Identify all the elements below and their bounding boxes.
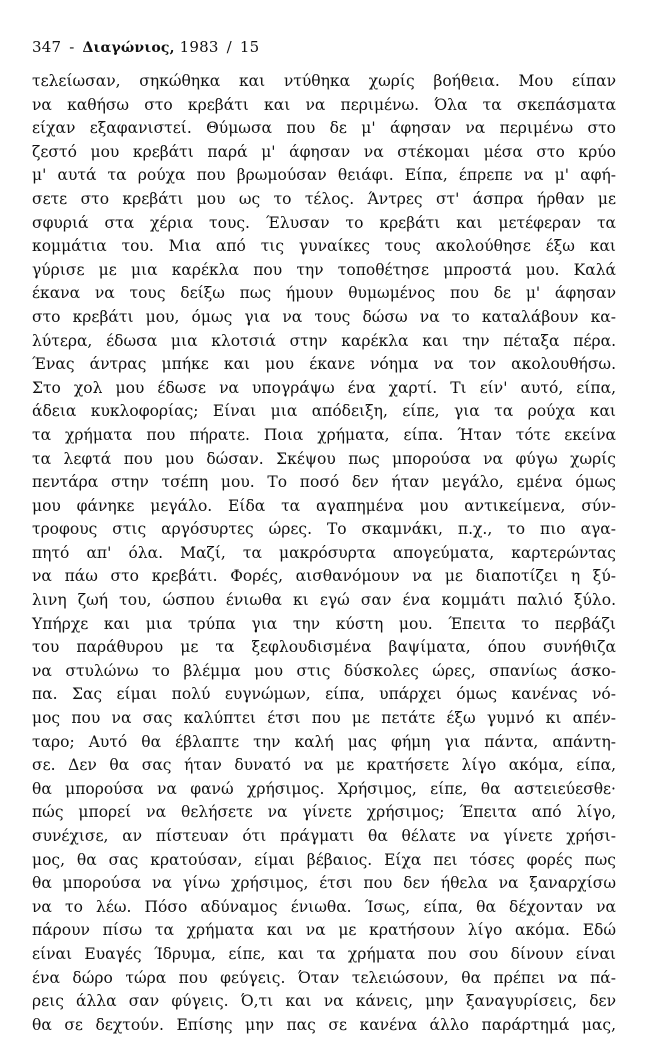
journal-issue: 15	[239, 38, 260, 56]
text-line: είχαν εξαφανιστεί. Θύμωσα που δε μ' άφησαν να περιμένω στο	[32, 119, 616, 138]
text-line: συνέχισε, αν πίστευαν ότι πράγματι θα θέλατε να γίνετε χρήσι-	[32, 827, 616, 845]
text-line: άδεια κυκλοφορίας; Είναι μια απόδειξη, είπε, για τα ρούχα και	[32, 402, 616, 421]
running-header	[32, 38, 259, 56]
text-line: ένα δώρο τώρα που φεύγεις. Όταν τελειώσουν, θα πρέπει να πά-	[32, 968, 616, 987]
text-line: μος, θα σας κρατούσαν, είμαι βέβαιος. Είχα πει τόσες φορές πως	[32, 850, 616, 869]
text-line: σετε στο κρεβάτι μου ως το τέλος. Άντρες στ' άσπρα ήρθαν με	[32, 189, 616, 208]
text-line: τελείωσαν, σηκώθηκα και ντύθηκα χωρίς βοήθεια. Μου είπαν	[32, 72, 616, 90]
text-line: να πάω στο κρεβάτι. Φορές, αισθανόμουν να με διαποτίζει η ξύ-	[32, 567, 616, 586]
text-line: του παράθυρου με τα ξεφλουδισμένα βαψίματα, όπου συνήθιζα	[32, 638, 616, 657]
text-line: πα. Σας είμαι πολύ ευγνώμων, είπα, υπάρχει όμως κανένας νό-	[32, 685, 616, 704]
text-line: τροφους στις αργόσυρτες ώρες. Το σκαμνάκι, π.χ., το πιο αγα-	[32, 520, 616, 539]
text-line: μ' αυτά τα ρούχα που βρωμούσαν θειάφι. Είπα, έπρεπε να μ' αφή-	[32, 166, 616, 185]
text-line: πάρουν πίσω τα χρήματα και να με κρατήσουν λίγο ακόμα. Εδώ	[32, 921, 616, 940]
text-line: τα χρήματα που πήρατε. Ποια χρήματα, είπα. Ήταν τότε εκείνα	[32, 425, 616, 444]
text-line: ρεις άλλα σαν φύγεις. Ό,τι και να κάνεις, μην ξαναγυρίσεις, δεν	[32, 992, 616, 1011]
text-line: πώς μπορεί να θελήσετε να γίνετε χρήσιμος; Έπειτα από λίγο,	[32, 803, 616, 822]
text-line: σφυριά στα χέρια τους. Έλυσαν το κρεβάτι και μετέφεραν τα	[32, 213, 616, 232]
header-dash: -	[69, 38, 75, 56]
text-line: είναι Ευαγές Ίδρυμα, είπε, και τα χρήματα που σου δίνουν είναι	[32, 944, 616, 963]
text-line: γύρισε με μια καρέκλα που την τοποθέτησε μπροστά μου. Καλά	[32, 260, 616, 279]
text-line: σε. Δεν θα σας ήταν δυνατό να με κρατήσετε λίγο ακόμα, είπα,	[32, 756, 616, 775]
text-line: πητό απ' όλα. Μαζί, τα μακρόσυρτα απογεύματα, καρτερώντας	[32, 543, 616, 562]
text-line: στο κρεβάτι μου, όμως για να τους δώσω να το καταλάβουν κα-	[32, 307, 616, 326]
text-line: ταρο; Αυτό θα έβλαπτε την καλή μας φήμη για πάντα, απάντη-	[32, 732, 616, 751]
text-line: ζεστό μου κρεβάτι παρά μ' άφησαν να στέκομαι μέσα στο κρύο	[32, 142, 616, 161]
text-line: Υπήρχε και μια τρύπα για την κύστη μου. Έπειτα το περβάζι	[32, 614, 616, 633]
journal-title: Διαγώνιος,	[82, 40, 175, 56]
text-line: Ένας άντρας μπήκε και μου έκανε νόημα να τον ακολουθήσω.	[32, 355, 616, 374]
text-line: να καθήσω στο κρεβάτι και να περιμένω. Όλα τα σκεπάσματα	[32, 95, 616, 114]
text-line: τα λεφτά που μου δώσαν. Σκέψου πως μπορούσα να φύγω χωρίς	[32, 449, 616, 468]
text-line: Στο χολ μου έδωσε να υπογράψω ένα χαρτί. Τι είν' αυτό, είπα,	[32, 378, 616, 397]
text-line: θα μπορούσα να φανώ χρήσιμος. Χρήσιμος, είπε, θα αστειεύεσθε·	[32, 779, 616, 798]
text-line: πεντάρα στην τσέπη μου. Το ποσό δεν ήταν μεγάλο, εμένα όμως	[32, 473, 616, 492]
text-line: μου φάνηκε μεγάλο. Είδα τα αγαπημένα μου αντικείμενα, σύν-	[32, 496, 616, 515]
journal-year: 1983	[179, 38, 219, 56]
text-line: κομμάτια του. Μια από τις γυναίκες τους ακολούθησε έξω και	[32, 237, 616, 256]
text-line: θα σε δεχτούν. Επίσης μην πας σε κανένα άλλο παράρτημά μας,	[32, 1015, 616, 1034]
text-line: λύτερα, έδωσα μια κλοτσιά στην καρέκλα και την πέταξα πέρα.	[32, 331, 616, 350]
text-line: να στυλώνω το βλέμμα μου στις δύσκολες ώρες, σπανίως άσκο-	[32, 661, 616, 680]
header-slash: /	[226, 38, 232, 56]
text-line: λινη ζωή του, ώσπου ένιωθα κι εγώ σαν ένα κομμάτι παλιό ξύλο.	[32, 591, 616, 610]
text-line: να το λέω. Πόσο αδύναμος ένιωθα. Ίσως, είπα, θα δέχονταν να	[32, 897, 616, 916]
text-line: έκανα να τους δείξω πως ήμουν θυμωμένος που δε μ' άφησαν	[32, 284, 616, 303]
body-text	[32, 70, 616, 1037]
text-line: θα μπορούσα να γίνω χρήσιμος, έτσι που δεν ήθελα να ξαναρχίσω	[32, 874, 616, 893]
text-line: μος που να σας καλύπτει έτσι που με πετάτε έξω γυμνό κι απέν-	[32, 709, 616, 728]
page-number: 347	[32, 38, 62, 56]
